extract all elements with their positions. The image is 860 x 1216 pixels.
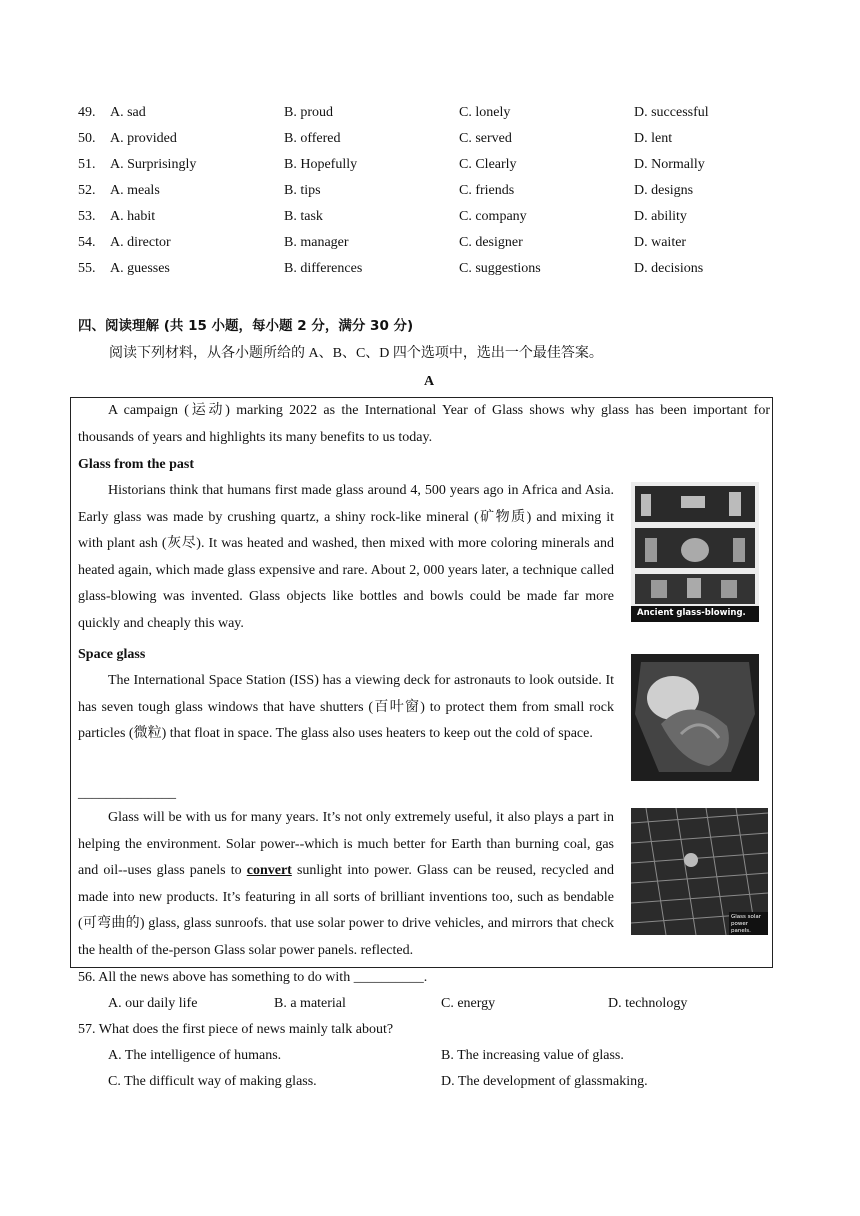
question-number: 50.	[78, 131, 96, 146]
option-c: C. Clearly	[459, 157, 517, 172]
option-d: D. lent	[634, 131, 673, 146]
option-d: D. Normally	[634, 157, 705, 172]
option-d: D. designs	[634, 183, 694, 198]
question-number: 53.	[78, 209, 96, 224]
question-number: 55.	[78, 261, 96, 276]
question-57-option-a[interactable]: A. The intelligence of humans.	[108, 1048, 282, 1063]
option-b: B. task	[284, 209, 323, 224]
question-57-stem: 57. What does the first piece of news mainly talk about?	[78, 1022, 394, 1037]
question-number: 49.	[78, 105, 96, 120]
passage-letter: A	[424, 374, 435, 389]
option-a: A. meals	[110, 183, 160, 198]
option-a: A. Surprisingly	[110, 157, 197, 172]
option-c: C. friends	[459, 183, 515, 198]
word-convert: convert	[246, 863, 292, 879]
paragraph-glass-past: Historians think that humans first made glass around 4, 500 years ago in Africa and Asia. Early glass was made by crushing quartz, a shiny rock-like mineral (矿物质) and mixing it with plant ash (灰尽). It was heated and washed, then mixed with more coloring minerals and heated again, which made glass expensive and rare. About 2, 000 years later, a technique called glass-blowing was invented. Glass objects like bottles and bowls could be made far more quickly and cheaply this way.	[78, 483, 614, 631]
option-row-54	[78, 235, 778, 255]
question-56-option-d[interactable]: D. technology	[608, 996, 688, 1011]
heading-space-glass: Space glass	[78, 647, 146, 662]
section-title: 四、阅读理解 (共 15 小题，每小题 2 分，满分 30 分)	[78, 318, 414, 334]
passage-intro: A campaign (运动) marking 2022 as the International Year of Glass shows why glass has been important for thousands of years and highlights its many benefits to us today.	[78, 403, 770, 445]
option-c: C. lonely	[459, 105, 511, 120]
question-number: 51.	[78, 157, 96, 172]
option-d: D. waiter	[634, 235, 687, 250]
question-57-option-b[interactable]: B. The increasing value of glass.	[441, 1048, 624, 1063]
option-b: B. manager	[284, 235, 349, 250]
option-b: B. proud	[284, 105, 333, 120]
option-a: A. director	[110, 235, 171, 250]
photo-caption: Ancient glass-blowing.	[637, 608, 746, 618]
question-56-stem: 56. All the news above has something to do with __________.	[78, 970, 428, 985]
option-b: B. offered	[284, 131, 341, 146]
option-a: A. sad	[110, 105, 146, 120]
option-d: D. ability	[634, 209, 687, 224]
missing-heading-blank: ______________	[78, 786, 176, 801]
paragraph-glass-future: Glass will be with us for many years. It’s not only extremely useful, it also plays a part in helping the environment. Solar power--which is much better for Earth than burning coal, gas and oil--uses glass panels to convert sunlight into power. Glass can be reused, recycled and made into new products. It’s featuring in all sorts of brilliant inventions too, such as bendable (可弯曲的) glass, glass sunroofs. that use solar power to drive vehicles, and mirrors that check the health of the-person Glass solar power panels. reflected.	[78, 810, 614, 958]
solar-panels-image	[631, 808, 768, 935]
option-c: C. served	[459, 131, 512, 146]
option-row-52	[78, 183, 778, 203]
ancient-glass-blowing-image	[631, 482, 759, 622]
option-c: C. designer	[459, 235, 523, 250]
heading-glass-from-the-past: Glass from the past	[78, 457, 195, 472]
section-instruction: 阅读下列材料，从各小题所给的 A、B、C、D 四个选项中，选出一个最佳答案。	[109, 346, 603, 361]
question-number: 54.	[78, 235, 96, 250]
iss-window-image	[631, 654, 759, 781]
option-b: B. differences	[284, 261, 363, 276]
option-b: B. Hopefully	[284, 157, 358, 172]
option-row-51	[78, 157, 778, 177]
option-row-55	[78, 261, 778, 281]
option-row-49	[78, 105, 778, 125]
option-a: A. guesses	[110, 261, 170, 276]
option-c: C. suggestions	[459, 261, 541, 276]
photo-caption: Glass solar power panels.	[731, 914, 762, 934]
option-a: A. provided	[110, 131, 177, 146]
option-d: D. successful	[634, 105, 709, 120]
question-56-option-b[interactable]: B. a material	[274, 996, 346, 1011]
question-56-option-c[interactable]: C. energy	[441, 996, 496, 1011]
option-row-50	[78, 131, 778, 151]
paragraph-space-glass: The International Space Station (ISS) has a viewing deck for astronauts to look outside. It has seven tough glass windows that have shutters (百叶窗) to protect them from small rock particles (微粒) that float in space. The glass also uses heaters to keep out the cold of space.	[78, 673, 614, 741]
option-d: D. decisions	[634, 261, 704, 276]
question-57-option-c[interactable]: C. The difficult way of making glass.	[108, 1074, 317, 1089]
question-number: 52.	[78, 183, 96, 198]
option-b: B. tips	[284, 183, 321, 198]
option-row-53	[78, 209, 778, 229]
question-57-option-d[interactable]: D. The development of glassmaking.	[441, 1074, 648, 1089]
option-a: A. habit	[110, 209, 156, 224]
option-c: C. company	[459, 209, 527, 224]
question-56-option-a[interactable]: A. our daily life	[108, 996, 198, 1011]
